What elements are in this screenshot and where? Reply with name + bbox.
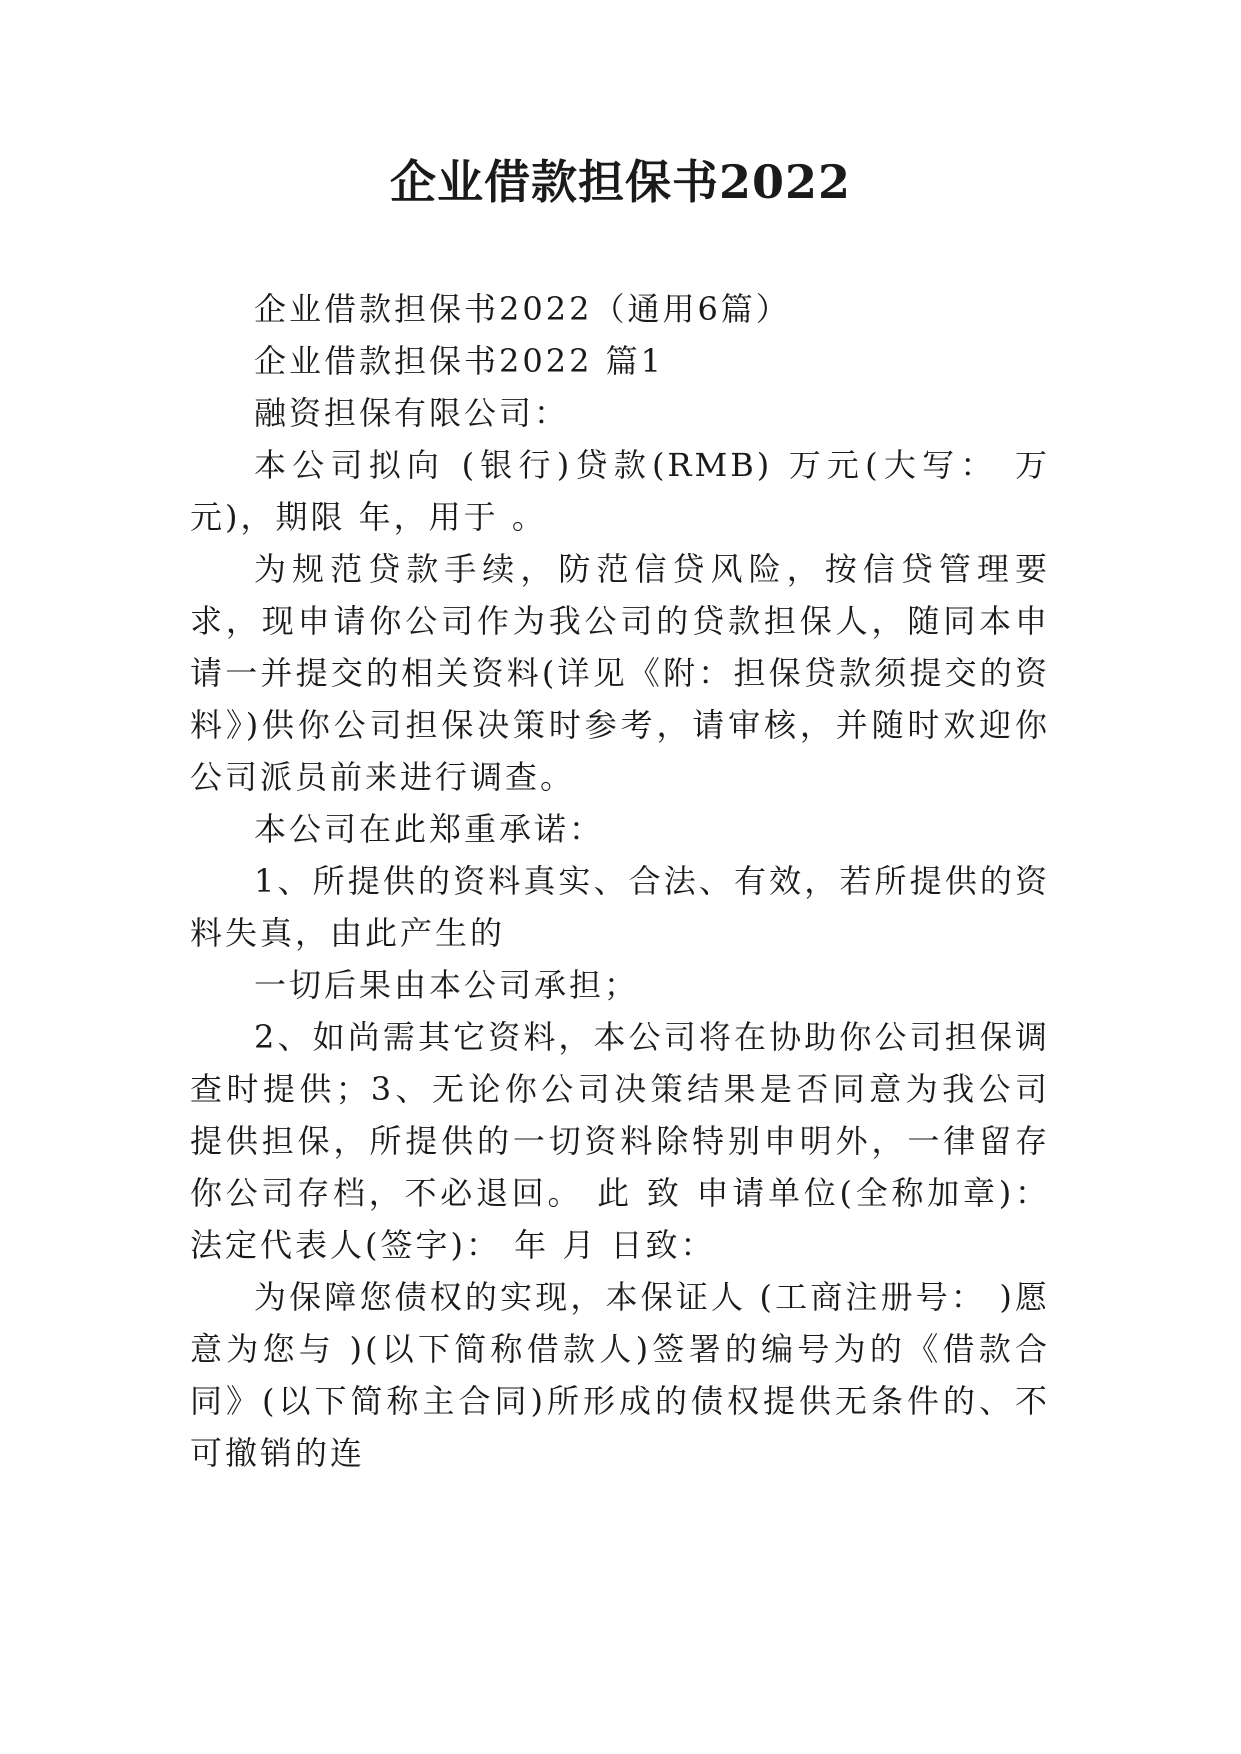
paragraph-commitment-2-3: 2、如尚需其它资料，本公司将在协助你公司担保调查时提供；3、无论你公司决策结果是否同意为我公司提供担保，所提供的一切资料除特别申明外，一律留存你公司存档，不必退回。 此 致 申请单位(全称加章)： 法定代表人(签字)： 年 月 日致：: [190, 1018, 1050, 1264]
paragraph-addressee: 融资担保有限公司：: [254, 394, 570, 432]
paragraph-application: 为规范贷款手续，防范信贷风险，按信贷管理要求，现申请你公司作为我公司的贷款担保人，随同本申请一并提交的相关资料(详见《附：担保贷款须提交的资料》)供你公司担保决策时参考，请审核，并随时欢迎你公司派员前来进行调查。: [190, 550, 1050, 796]
paragraph-guarantee: 为保障您债权的实现，本保证人 (工商注册号： )愿意为您与 )(以下简称借款人)签署的编号为的《借款合同》(以下简称主合同)所形成的债权提供无条件的、不可撤销的连: [190, 1278, 1050, 1472]
paragraph-section-heading: 企业借款担保书2022 篇1: [254, 342, 664, 380]
paragraph-commitment-1-cont: 一切后果由本公司承担；: [254, 966, 640, 1004]
document-title: 企业借款担保书2022: [389, 155, 852, 209]
paragraph-commitment-1: 1、所提供的资料真实、合法、有效，若所提供的资料失真，由此产生的: [190, 862, 1050, 952]
paragraph-subtitle: 企业借款担保书2022（通用6篇）: [254, 290, 791, 328]
document-body: [190, 283, 1050, 1479]
paragraph-commitment-intro: 本公司在此郑重承诺：: [254, 810, 605, 848]
paragraph-loan-request: 本公司拟向 (银行)贷款(RMB) 万元(大写： 万元)，期限 年，用于 。: [190, 446, 1050, 536]
